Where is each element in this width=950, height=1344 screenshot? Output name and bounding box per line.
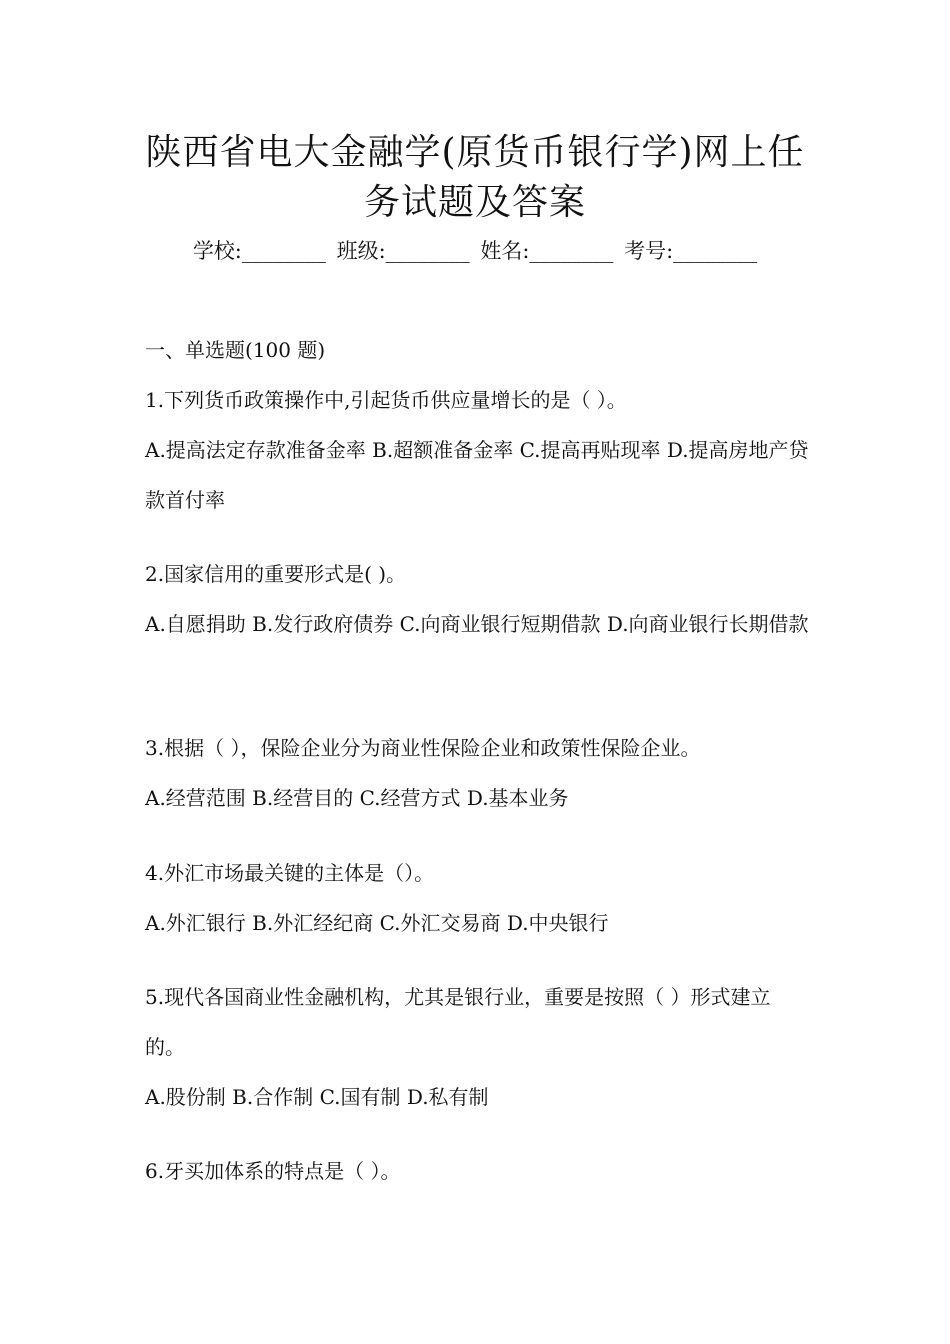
question-6-stem: 6.牙买加体系的特点是（ ）。: [145, 1159, 401, 1183]
question-3-stem: 3.根据（ ），保险企业分为商业性保险企业和政策性保险企业。: [145, 736, 701, 760]
question-4-stem: 4.外汇市场最关键的主体是（）。: [145, 861, 435, 885]
question-2-stem: 2.国家信用的重要形式是( )。: [145, 562, 407, 586]
section-heading: 一、单选题(100 题): [145, 338, 326, 362]
question-4-options: A.外汇银行 B.外汇经纪商 C.外汇交易商 D.中央银行: [145, 911, 609, 935]
document-title-line-1: 陕西省电大金融学(原货币银行学)网上任: [145, 132, 805, 173]
question-2-options: A.自愿捐助 B.发行政府债券 C.向商业银行短期借款 D.向商业银行长期借款: [145, 612, 809, 636]
document-title-line-2: 务试题及答案: [363, 182, 586, 223]
exam-number-field: 考号:________: [624, 239, 758, 263]
school-field: 学校:________: [192, 239, 326, 263]
class-field: 班级:________: [336, 239, 470, 263]
question-1-stem: 1.下列货币政策操作中,引起货币供应量增长的是（ ）。: [145, 388, 627, 412]
student-info-line: [145, 236, 805, 266]
question-5-stem: 5.现代各国商业性金融机构，尤其是银行业，重要是按照（ ）形式建立的。: [145, 985, 771, 1059]
question-5-options: A.股份制 B.合作制 C.国有制 D.私有制: [145, 1085, 489, 1109]
question-1-options: A.提高法定存款准备金率 B.超额准备金率 C.提高再贴现率 D.提高房地产贷款首付率: [145, 438, 809, 512]
name-field: 姓名:________: [480, 239, 614, 263]
question-3-options: A.经营范围 B.经营目的 C.经营方式 D.基本业务: [145, 786, 569, 810]
